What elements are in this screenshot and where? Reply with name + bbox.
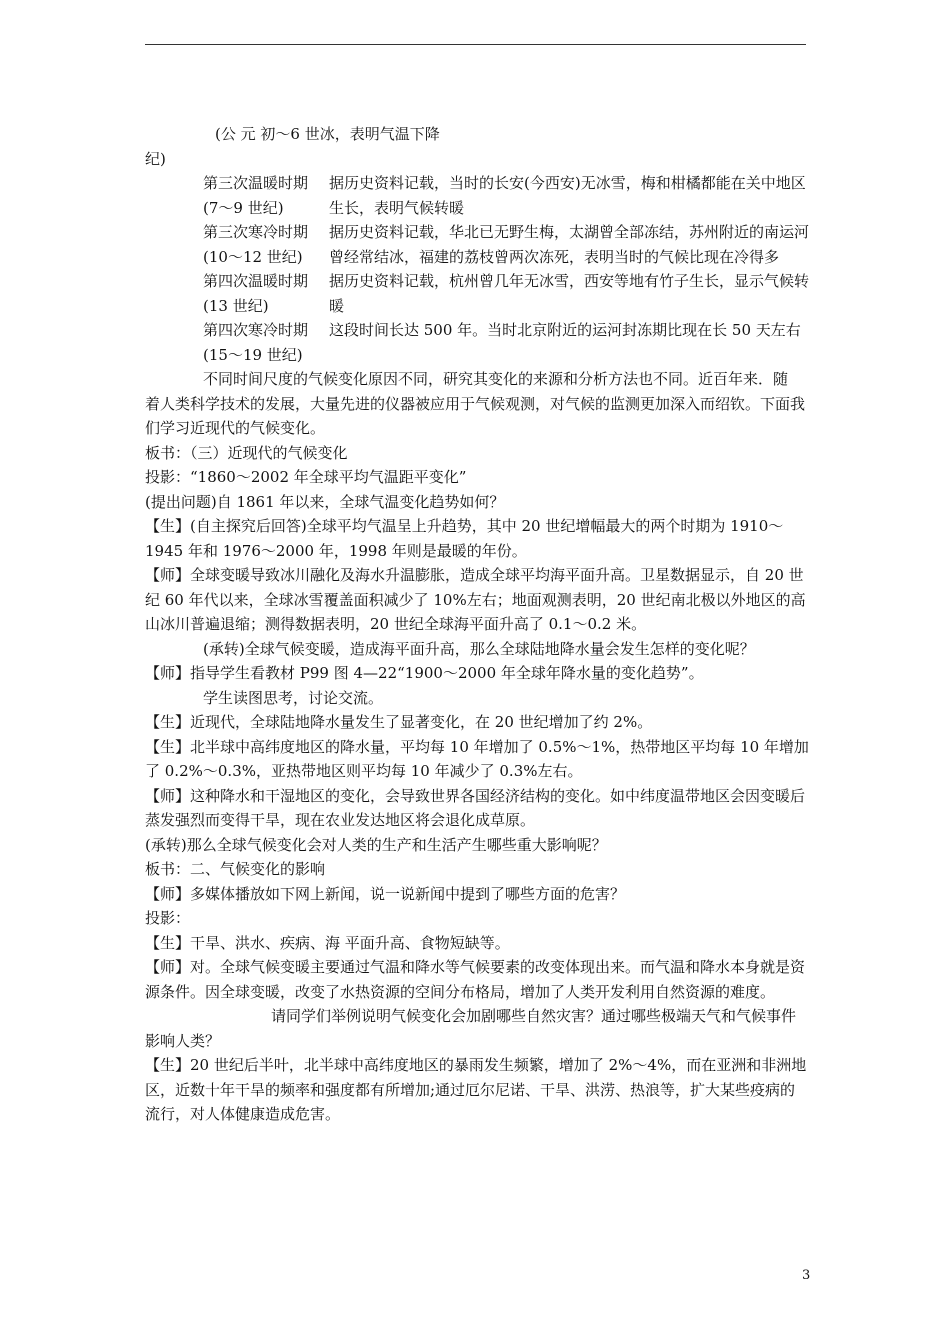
table-period: (公 元 初～6 世 xyxy=(215,125,320,143)
table-row xyxy=(145,318,809,367)
paragraph: 【生】北半球中高纬度地区的降水量，平均每 10 年增加了 0.5%～1%，热带地区平均每 10 年增加了 0.2%～0.3%，亚热带地区则平均每 10 年减少了 0.3%左右。 xyxy=(145,737,809,780)
paragraph: (承转)全球气候变暖，造成海平面升高，那么全球陆地降水量会发生怎样的变化呢？ xyxy=(203,639,755,658)
table-period: 第三次寒冷时期 (10～12 世纪) xyxy=(203,223,309,266)
paragraph: 不同时间尺度的气候变化原因不同，研究其变化的来源和分析方法也不同。近百年来．随 xyxy=(203,370,789,388)
table-row xyxy=(145,269,809,318)
table-period: 第四次寒冷时期 (15～19 世纪) xyxy=(203,321,309,364)
paragraph: 【生】近现代，全球陆地降水量发生了显著变化，在 20 世纪增加了约 2%。 xyxy=(145,713,653,731)
table-desc: 冰，表明气温下降 xyxy=(319,125,440,143)
header-rule xyxy=(145,44,806,45)
table-period: 纪) xyxy=(145,149,166,168)
table-desc: 据历史资料记载，华北已无野生梅，太湖曾全部冻结，苏州附近的南运河曾经常结冰，福建的荔枝曾两次冻死，表明当时的气候比现在冷得多 xyxy=(329,223,810,266)
table-desc: 这段时间长达 500 年。当时北京附近的运河封冻期比现在长 50 天左右 xyxy=(329,321,801,339)
paragraph: 学生读图思考，讨论交流。 xyxy=(203,688,384,707)
paragraph: 请同学们举例说明气候变化会加剧哪些自然灾害？通过哪些极端天气和气候事件影响人类？ xyxy=(145,1007,797,1050)
paragraph: (提出问题)自 1861 年以来，全球气温变化趋势如何？ xyxy=(145,492,505,511)
board-note: 板书：二、气候变化的影响 xyxy=(145,860,326,878)
paragraph: 【师】指导学生看教材 P99 图 4—22“1900～2000 年全球年降水量的变化趋势”。 xyxy=(145,664,704,682)
paragraph: 【生】干旱、洪水、疾病、海 平面升高、食物短缺等。 xyxy=(145,933,510,952)
paragraph: 着人类科学技术的发展，大量先进的仪器被应用于气候观测，对气候的监测更加深入而绍钦。下面我们学习近现代的气候变化。 xyxy=(145,394,806,437)
table-row xyxy=(145,220,809,269)
page-number: 3 xyxy=(802,1268,811,1283)
paragraph: 【生】(自主探究后回答)全球平均气温呈上升趋势，其中 20 世纪增幅最大的两个时期为 1910～1945 年和 1976～2000 年，1998 年则是最暖的年份。 xyxy=(145,517,784,560)
paragraph: 【师】对。全球气候变暖主要通过气温和降水等气候要素的改变体现出来。而气温和降水本身就是资源条件。因全球变暖，改变了水热资源的空间分布格局，增加了人类开发利用自然资源的难度。 xyxy=(145,958,806,1001)
projection-note: 投影： xyxy=(145,909,191,927)
table-desc: 据历史资料记载，当时的长安(今西安)无冰雪，梅和柑橘都能在关中地区生长，表明气候转暖 xyxy=(329,174,806,217)
table-period: 第四次温暖时期 (13 世纪) xyxy=(203,272,309,315)
paragraph: (承转)那么全球气候变化会对人类的生产和生活产生哪些重大影响呢？ xyxy=(145,835,607,854)
document-body xyxy=(145,122,809,1127)
paragraph: 【师】全球变暖导致冰川融化及海水升温膨胀，造成全球平均海平面升高。卫星数据显示，自 20 世纪 60 年代以来，全球冰雪覆盖面积减少了 10%左右；地面观测表明，20 世纪南北极以外地区的高山冰川普遍退缩；测得数据表明，20 世纪全球海平面升高了 0.1～0.2 米。 xyxy=(145,566,806,633)
table-row xyxy=(145,122,809,147)
paragraph: 【生】20 世纪后半叶，北半球中高纬度地区的暴雨发生频繁，增加了 2%～4%，而在亚洲和非洲地区，近数十年干旱的频率和强度都有所增加;通过厄尔尼诺、干旱、洪涝、热浪等，扩大某些疫病的流行，对人体健康造成危害。 xyxy=(145,1056,807,1123)
table-period: 第三次温暖时期 (7～9 世纪) xyxy=(203,174,309,217)
table-desc: 据历史资料记载，杭州曾几年无冰雪，西安等地有竹子生长，显示气候转暖 xyxy=(329,272,810,315)
paragraph: 【师】多媒体播放如下网上新闻，说一说新闻中提到了哪些方面的危害？ xyxy=(145,884,626,903)
board-note: 板书：（三）近现代的气候变化 xyxy=(145,443,348,462)
paragraph: 【师】这种降水和干湿地区的变化，会导致世界各国经济结构的变化。如中纬度温带地区会因变暖后蒸发强烈而变得干旱，现在农业发达地区将会退化成草原。 xyxy=(145,786,806,829)
projection-note: 投影：“1860～2002 年全球平均气温距平变化” xyxy=(145,468,467,486)
table-row xyxy=(145,171,809,220)
